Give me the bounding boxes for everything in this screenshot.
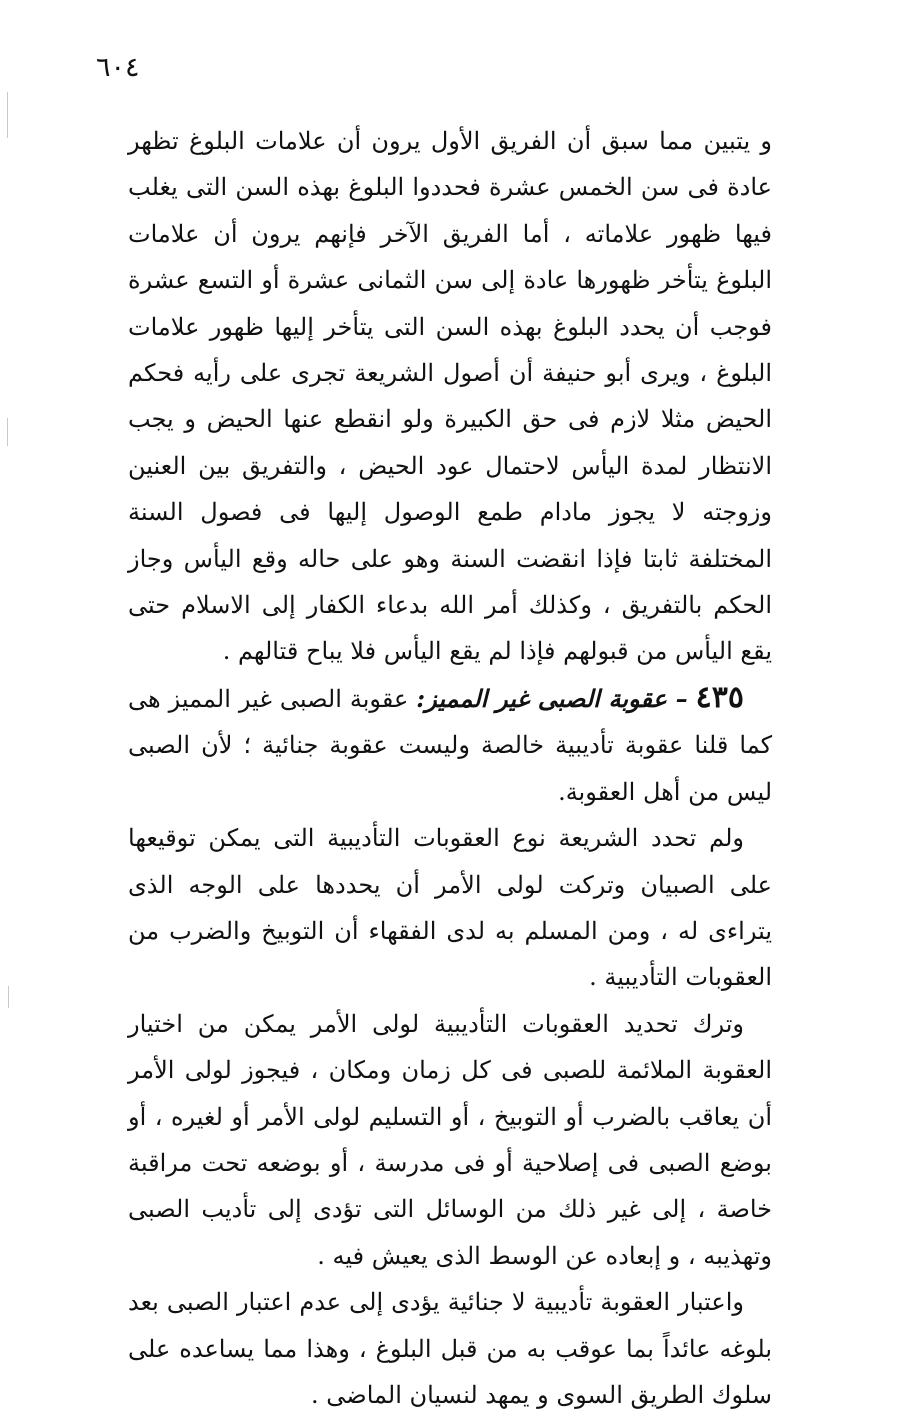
section-heading: – عقوبة الصبى غير المميز: bbox=[416, 683, 688, 713]
section-number: ٤٣٥ bbox=[695, 679, 744, 715]
scan-edge-mark bbox=[8, 986, 9, 1008]
scan-edge-mark bbox=[7, 92, 8, 138]
scan-edge-mark bbox=[7, 418, 8, 446]
paragraph: و يتبين مما سبق أن الفريق الأول يرون أن علامات البلوغ تظهر عادة فى سن الخمس عشرة فحددوا البلوغ بهذه السن التى يغلب فيها ظهور علاماته ، أما الفريق الآخر فإنهم يرون أن علامات البلوغ يتأخر ظهورها عادة إلى سن الثمانى عشرة أو التسع عشرة فوجب أن يحدد البلوغ بهذه السن التى يتأخر إليها ظهور علامات البلوغ ، ويرى أبو حنيفة أن أصول الشريعة تجرى على رأيه فحكم الحيض مثلا لازم فى حق الكبيرة ولو انقطع عنها الحيض و يجب الانتظار لمدة اليأس لاحتمال عود الحيض ، والتفريق بين العنين وزوجته لا يجوز مادام طمع الوصول إليها فى فصول السنة المختلفة ثابتا فإذا انقضت السنة وهو على حاله وقع اليأس وجاز الحكم بالتفريق ، وكذلك أمر الله بدعاء الكفار إلى الاسلام حتى يقع اليأس من قبولهم فإذا لم يقع اليأس فلا يباح قتالهم . bbox=[128, 127, 773, 666]
section-text: عقوبة الصبى غير المميز هى كما قلنا عقوبة تأديبية خالصة وليست عقوبة جنائية ؛ لأن الصبى ليس من أهل العقوبة. bbox=[128, 684, 772, 806]
paragraph: ولم تحدد الشريعة نوع العقوبات التأديبية التى يمكن توقيعها على الصبيان وتركت لولى الأمر أن يحددها على الوجه الذى يتراءى له ، ومن المسلم به لدى الفقهاء أن التوبيخ والضرب من العقوبات التأديبية . bbox=[128, 824, 772, 992]
paragraph: واعتبار العقوبة تأديبية لا جنائية يؤدى إلى عدم اعتبار الصبى بعد بلوغه عائداً بما عوقب به من قبل البلوغ ، وهذا مما يساعده على سلوك الطريق السوى و يمهد لنسيان الماضى . bbox=[128, 1288, 772, 1409]
paragraph: وترك تحديد العقوبات التأديبية لولى الأمر يمكن من اختيار العقوبة الملائمة للصبى فى كل زمان ومكان ، فيجوز لولى الأمر أن يعاقب بالضرب أو التوبيخ ، أو التسليم لولى الأمر أو لغيره ، أو بوضع الصبى فى إصلاحية أو فى مدرسة ، أو بوضعه تحت مراقبة خاصة ، إلى غير ذلك من الوسائل التى تؤدى إلى تأديب الصبى وتهذيبه ، و إبعاده عن الوسط الذى يعيش فيه . bbox=[128, 1009, 773, 1270]
page-number: ٦٠٤ bbox=[96, 52, 140, 83]
section-paragraph bbox=[128, 675, 772, 815]
body-text bbox=[128, 118, 772, 1418]
